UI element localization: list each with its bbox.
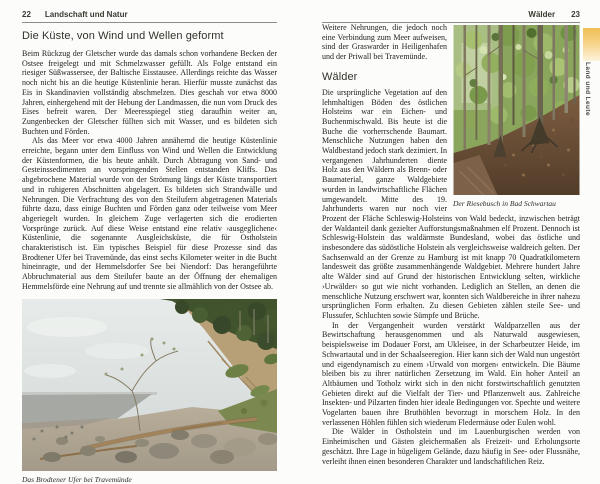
forest-photo-figure bbox=[453, 25, 580, 208]
left-section-title: Die Küste, von Wind und Wellen geformt bbox=[22, 30, 224, 42]
body-paragraph: Die Wälder in Ostholstein und im Lauenburgischen werden von Einheimischen und Gästen gleichermaßen als Freizeit- und Erholungsorte geschätzt. Ihre Lage in hügeligem Gelände, dazu häufig in See- oder Flussnähe, verleiht ihnen einen besonderen Charakter und landschaftlichen Reiz. bbox=[322, 427, 580, 466]
beach-photo-figure bbox=[22, 299, 277, 484]
right-page-content bbox=[322, 23, 580, 466]
right-section-heading: Wälder bbox=[322, 70, 358, 83]
body-paragraph: Die ursprüngliche Vegetation auf den lehmhaltigen Böden des östlichen Holsteins war ein Eichen- und Buchenmischwald. Bis heute ist die Buche die vorherrschende Baumart. Menschliche Nutzungen haben den Waldbestand jedoch stark dezimiert. In vergangenen Jahrhunderten diente Holz aus den Wäldern als Brenn- oder Baumaterial, ganze Waldgebiete wurden in landwirtschaftliche Flächen umgewandelt. Mitte des 19. Jahrhunderts waren nur noch vier Prozent der Fläche Schleswig-Holsteins von Wald bedeckt, inzwischen beträgt der Waldanteil dank gezielter Aufforstungsmaßnahmen elf Prozent. Dennoch ist Schleswig-Holstein das waldärmste Bundesland, wobei das östliche und insbesondere das südöstliche Holstein als vergleichsweise waldreich gelten. Der Sachsenwald an der Grenze zu Hamburg ist mit knapp 70 Quadratkilometern landesweit das größte zusammenhängende Waldgebiet. Mehrere hundert Jahre alte Wälder sind auf Grund der historischen Entwicklung selten, wirkliche ›Urwälder‹ so gut wie nicht vorhanden. Lediglich an Stellen, an denen die menschliche Nutzung erschwert war, konnten sich Waldbereiche in ihrer nahezu ursprünglichen Form erhalten. Zu diesen Gebieten zählen steile See- und Flussufer, Schluchten sowie Sümpfe und Brüche. bbox=[322, 87, 580, 320]
left-chapter-title: Landschaft und Natur bbox=[44, 10, 128, 19]
chapter-tab-label: Land und Leute bbox=[584, 62, 591, 116]
forest-photo bbox=[453, 25, 580, 195]
forest-photo-caption: Der Riesebusch in Bad Schwartau bbox=[453, 199, 556, 208]
body-paragraph: Als das Meer vor etwa 4000 Jahren annähernd die heutige Küstenlinie erreichte, begann unter dem Einfluss von Wind und Wellen die Entwicklung der Küstenformen, die bis heute anhält. Durch Abtragung von Sand- und Gesteinssedimenten an vorspringenden Stellen entstanden Kliffs. Das abgebrochene Material wurde von der Strömung längs der Küste transportiert und in ruhigeren Abschnitten abgelagert. Es bildeten sich Strandwälle und Nehrungen. Die Verfrachtung des von den Steilufern abgetragenen Materials führte dazu, dass einige Buchten und Förden ganz oder teilweise vom Meer abgeriegelt wurden. In gleichem Zuge verlagerten sich die erodierten Vorsprünge zurück. Auf diese Weise entstand eine relativ ›ausgeglichene‹ Küstenlinie, die sogenannte Ausgleichsküste, die für Ostholstein charakteristisch ist. Ein typisches Beispiel für diese Prozesse sind das Brodtener Ufer bei Travemünde, das einst sechs Kilometer weiter in die Bucht hineinragte, und der Hemmelsdorfer See bei Niendorf: Das herangeführte Abbruchmaterial aus dem Steilufer baute an der Öffnung der ehemaligen Hemmelsförde eine Nehrung auf und trennte sie allmählich von der Ostsee ab. bbox=[22, 136, 277, 291]
right-page-number: 23 bbox=[571, 10, 580, 19]
body-paragraph: Weitere Nehrungen, die jedoch noch eine Verbindung zum Meer aufweisen, sind der Graswarder in Heiligenhafen und der Priwall bei Travemünde. bbox=[322, 23, 447, 62]
chapter-tab-accent bbox=[583, 28, 600, 61]
right-chapter-title: Wälder bbox=[528, 10, 556, 19]
right-running-header bbox=[322, 10, 580, 23]
left-running-header bbox=[22, 10, 277, 23]
left-page-number: 22 bbox=[22, 10, 31, 19]
body-paragraph: Beim Rückzug der Gletscher wurde das damals schon vorhandene Becken der Ostsee freigelegt und mit Schmelzwasser gefüllt. Als Folge entstand ein riesiger Süßwassersee, der Baltische Eisstausee. Allerdings reichte das Wasser noch nicht bis an die heutige Küstenlinie heran. Hierfür musste zunächst das Eis in Skandinavien vollständig abschmelzen. Dies geschah vor etwa 8000 Jahren, einhergehend mit der Hebung der Landmassen, die nun vom Druck des Eises befreit waren. Der Meeresspiegel stieg daraufhin weiter an, Zungenbecken der Gletscher füllten sich mit Wasser, und es bildeten sich Buchten und Förden. bbox=[22, 49, 277, 136]
page-right bbox=[322, 10, 580, 466]
beach-photo bbox=[22, 299, 277, 471]
beach-photo-caption: Das Brodtener Ufer bei Travemünde bbox=[22, 474, 132, 484]
page-left bbox=[22, 10, 277, 484]
body-paragraph: In der Vergangenheit wurden verstärkt Waldparzellen aus der Bewirtschaftung herausgenommen und als Naturwald ausgewiesen, beispielsweise im Dodauer Forst, am Ukleisee, in der Scharbeutzer Heide, im Schwartautal und in der Schaalseeregion. Hier kann sich der Wald nun ungestört und eigendynamisch zu einem ›Urwald von morgen‹ entwickeln. Die Bäume bleiben bis zu ihrer natürlichen Zersetzung im Wald. Ein hoher Anteil an Altbäumen und Totholz wirkt sich in den nicht forstwirtschaftlich genutzten Gebieten direkt auf die Vielfalt der Tier- und Pflanzenwelt aus. Zahlreiche Insekten- und Pilzarten finden hier ideale Bedingungen vor. Spechte und weitere Vogelarten bauen ihre Bruthöhlen bevorzugt in morschem Holz. In den verlassenen Höhlen fühlen sich wiederum Fledermäuse oder Eulen wohl. bbox=[322, 320, 580, 427]
